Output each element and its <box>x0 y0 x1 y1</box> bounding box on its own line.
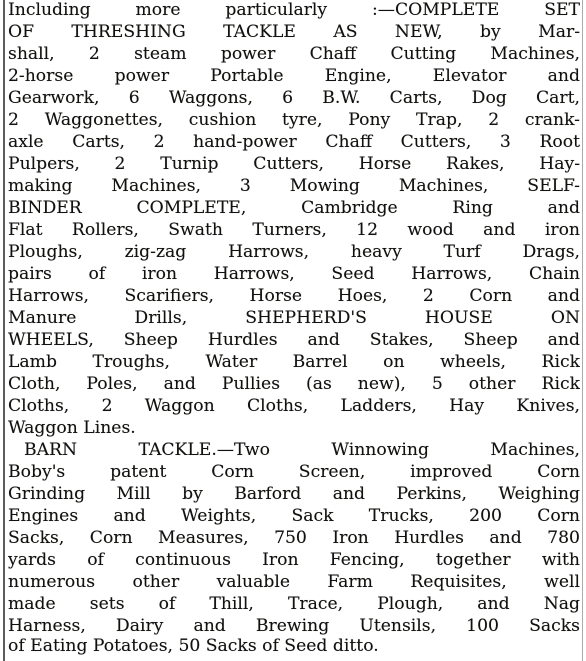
column-rule-left <box>3 0 5 661</box>
text-line-29: Harness, Dairy and Brewing Utensils, 100 Sacks <box>8 616 580 636</box>
text-line-30: of Eating Potatoes, 50 Sacks of Seed ditto. <box>8 636 379 656</box>
column-rule-right <box>582 0 583 661</box>
text-line-1: Including more particularly :—COMPLETE SET <box>8 0 580 20</box>
text-line-18: Cloth, Poles, and Pullies (as new), 5 other Rick <box>8 374 580 394</box>
text-line-26: yards of continuous Iron Fencing, together with <box>8 550 580 570</box>
text-line-24: Engines and Weights, Sack Trucks, 200 Corn <box>8 506 580 526</box>
text-line-2: OF THRESHING TACKLE AS NEW, by Mar- <box>8 22 580 42</box>
text-line-4: 2-horse power Portable Engine, Elevator and <box>8 66 580 86</box>
text-line-28: made sets of Thill, Trace, Plough, and Nag <box>8 594 580 614</box>
text-line-3: shall, 2 steam power Chaff Cutting Machines, <box>8 44 580 64</box>
text-line-8: Pulpers, 2 Turnip Cutters, Horse Rakes, Hay- <box>8 154 580 174</box>
text-line-15: Manure Drills, SHEPHERD'S HOUSE ON <box>8 308 580 328</box>
text-line-27: numerous other valuable Farm Requisites, well <box>8 572 580 592</box>
text-line-12: Ploughs, zig-zag Harrows, heavy Turf Drags, <box>8 242 580 262</box>
text-line-14: Harrows, Scarifiers, Horse Hoes, 2 Corn and <box>8 286 580 306</box>
text-line-17: Lamb Troughs, Water Barrel on wheels, Rick <box>8 352 580 372</box>
text-line-19: Cloths, 2 Waggon Cloths, Ladders, Hay Knives, <box>8 396 580 416</box>
text-line-21: BARN TACKLE.—Two Winnowing Machines, <box>24 440 580 460</box>
text-line-6: 2 Waggonettes, cushion tyre, Pony Trap, 2 crank- <box>8 110 580 130</box>
text-line-7: axle Carts, 2 hand-power Chaff Cutters, 3 Root <box>8 132 580 152</box>
text-line-23: Grinding Mill by Barford and Perkins, Weighing <box>8 484 580 504</box>
text-line-20: Waggon Lines. <box>8 418 136 438</box>
text-line-10: BINDER COMPLETE, Cambridge Ring and <box>8 198 580 218</box>
text-line-11: Flat Rollers, Swath Turners, 12 wood and iron <box>8 220 580 240</box>
text-line-25: Sacks, Corn Measures, 750 Iron Hurdles and 780 <box>8 528 580 548</box>
text-line-16: WHEELS, Sheep Hurdles and Stakes, Sheep and <box>8 330 580 350</box>
text-line-5: Gearwork, 6 Waggons, 6 B.W. Carts, Dog Cart, <box>8 88 580 108</box>
text-line-13: pairs of iron Harrows, Seed Harrows, Chain <box>8 264 580 284</box>
text-line-22: Boby's patent Corn Screen, improved Corn <box>8 462 580 482</box>
text-line-9: making Machines, 3 Mowing Machines, SELF- <box>8 176 580 196</box>
